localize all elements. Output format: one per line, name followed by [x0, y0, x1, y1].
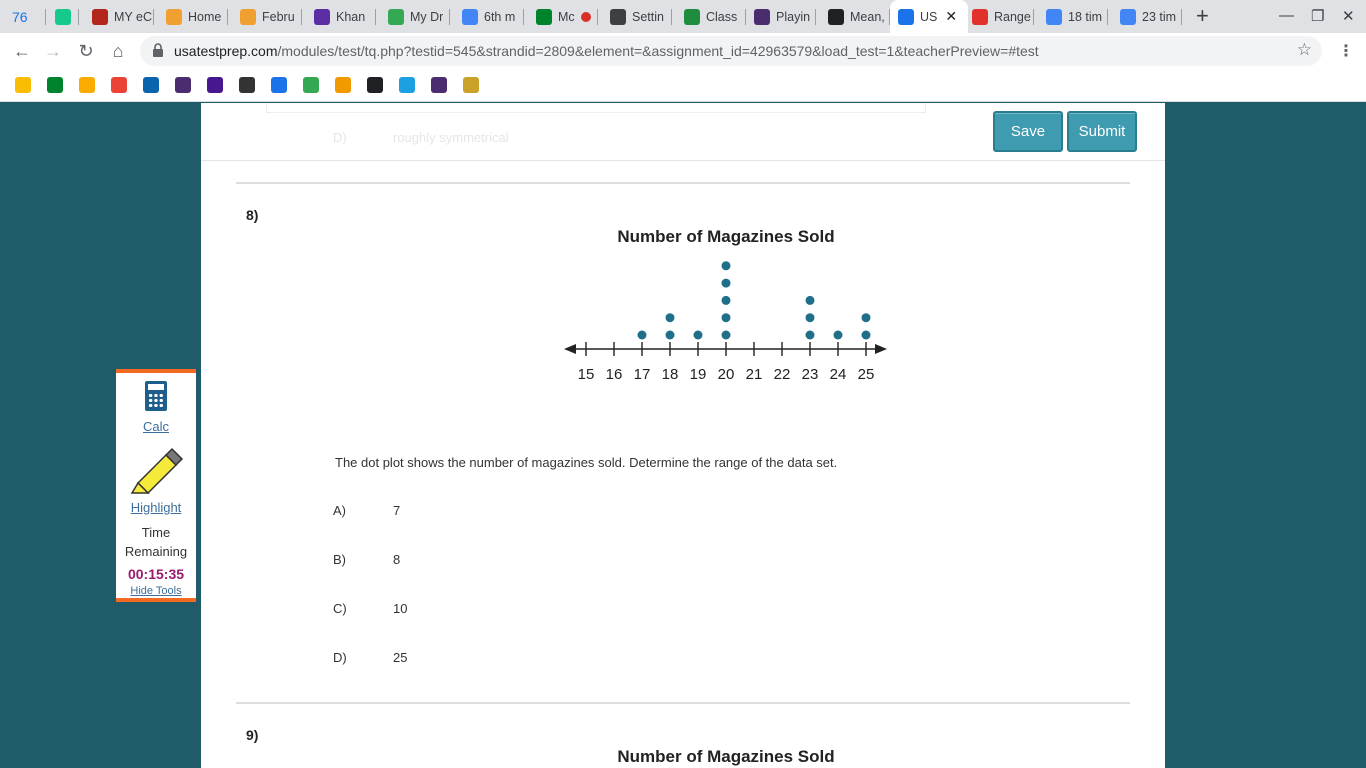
- question-divider: [236, 182, 1130, 184]
- quizizz-icon[interactable]: [431, 77, 447, 93]
- browser-tab[interactable]: [890, 0, 968, 33]
- tab-separator: [1033, 9, 1034, 25]
- left-arrow-icon: [564, 344, 576, 354]
- save-button[interactable]: Save: [993, 111, 1063, 152]
- question-text: The dot plot shows the number of magazines sold. Determine the range of the data set.: [335, 455, 838, 470]
- bell-red-icon: [92, 9, 108, 25]
- tab-title: Class: [706, 10, 738, 24]
- tab-separator: [523, 9, 524, 25]
- chart-title: Number of Magazines Sold: [617, 227, 835, 246]
- tab-title: Khan: [336, 10, 366, 24]
- reload-icon[interactable]: ↻: [78, 40, 94, 61]
- url-path: /modules/test/tq.php?testid=545&strandid=2809&element=&assignment_id=42963579&load_test=1&teacherPreview=#test: [277, 43, 1039, 59]
- classroom-icon[interactable]: [79, 77, 95, 93]
- choice-text: roughly symmetrical: [393, 130, 509, 145]
- tab-title: 6th m: [484, 10, 516, 24]
- highlight-link[interactable]: Highlight: [130, 500, 182, 515]
- browser-tab[interactable]: [1046, 5, 1108, 29]
- choice-value: 10: [393, 601, 408, 616]
- tab-title: US: [920, 9, 938, 24]
- data-dot: [722, 331, 731, 340]
- tab-title: 23 tim: [1142, 10, 1177, 24]
- browser-tab[interactable]: [972, 5, 1034, 29]
- choice-value: 8: [393, 552, 401, 567]
- meet-icon[interactable]: [47, 77, 63, 93]
- data-dot: [806, 313, 815, 322]
- tab-separator: [45, 9, 46, 25]
- test-page: [201, 103, 1165, 768]
- list-purple-icon: [314, 9, 330, 25]
- calc-link[interactable]: Calc: [142, 419, 169, 434]
- tab-title: Settin: [632, 10, 664, 24]
- answer-choice-a[interactable]: [333, 503, 400, 518]
- browser-tab-strip: [0, 0, 1366, 33]
- choice-value: 7: [393, 503, 401, 518]
- tab-title: Febru: [262, 10, 295, 24]
- previous-answer-choice: [333, 130, 509, 145]
- question-number: 8): [246, 207, 259, 223]
- tab-separator: [301, 9, 302, 25]
- choice-letter: A): [333, 503, 346, 518]
- tab-title: MY eC: [114, 10, 152, 24]
- browser-tab[interactable]: [92, 5, 154, 29]
- tab-separator: [375, 9, 376, 25]
- data-dot: [666, 313, 675, 322]
- calculator-icon[interactable]: [145, 381, 167, 411]
- browser-tab[interactable]: [828, 5, 890, 29]
- tab-separator: [815, 9, 816, 25]
- bookmark-star-icon[interactable]: ☆: [1296, 40, 1312, 59]
- gear-icon: [610, 9, 626, 25]
- browser-tab[interactable]: [1120, 5, 1182, 29]
- google-g-icon: [1046, 9, 1062, 25]
- tab-separator: [745, 9, 746, 25]
- time-label-line-1: Time: [141, 525, 171, 540]
- question-divider: [236, 702, 1130, 704]
- dot-plot: [556, 251, 896, 386]
- tab-title: Mean,: [850, 10, 885, 24]
- data-dot: [722, 261, 731, 270]
- time-label-line-2: Remaining: [124, 544, 188, 559]
- home-icon[interactable]: ⌂: [112, 40, 124, 61]
- tab-separator: [227, 9, 228, 25]
- tick-label: 18: [661, 366, 679, 383]
- answer-choice-d[interactable]: [333, 650, 407, 665]
- browser-tab[interactable]: [610, 5, 672, 29]
- bookmarks-bar: [0, 69, 1366, 102]
- browser-toolbar: [0, 33, 1366, 69]
- browser-tab[interactable]: [314, 5, 376, 29]
- tick-label: 19: [689, 366, 707, 383]
- tick-label: 25: [857, 366, 875, 383]
- tab-title: 18 tim: [1068, 10, 1103, 24]
- close-window-icon[interactable]: ✕: [1342, 8, 1355, 25]
- tab-separator: [78, 9, 79, 25]
- tools-panel: [116, 369, 196, 602]
- header-divider: [201, 160, 1165, 161]
- data-dot: [862, 331, 871, 340]
- data-dot: [722, 296, 731, 305]
- drive-icon[interactable]: [15, 77, 31, 93]
- tab-title: Home: [188, 10, 222, 24]
- chart-title: Number of Magazines Sold: [617, 747, 835, 766]
- quizizz-icon[interactable]: [175, 77, 191, 93]
- gmail-icon[interactable]: [111, 77, 127, 93]
- right-arrow-icon: [875, 344, 887, 354]
- choice-letter: D): [333, 130, 347, 145]
- time-remaining-value: 00:15:35: [127, 566, 185, 582]
- globe-icon[interactable]: [367, 77, 383, 93]
- choice-value: 25: [393, 650, 408, 665]
- tab-title: Mc: [558, 10, 575, 24]
- p-green-icon: [55, 9, 71, 25]
- book-icon[interactable]: [239, 77, 255, 93]
- tick-label: 16: [605, 366, 623, 383]
- tab-separator: [671, 9, 672, 25]
- tab-separator: [1181, 9, 1182, 25]
- recording-dot-icon: [581, 12, 591, 22]
- green-circle-icon[interactable]: [303, 77, 319, 93]
- address-bar[interactable]: [140, 36, 1322, 66]
- question-number: 9): [246, 727, 259, 743]
- tick-label: 24: [829, 366, 847, 383]
- url-host: usatestprep.com: [174, 43, 278, 59]
- time-remaining-label: [116, 523, 196, 561]
- new-tab-button[interactable]: +: [1196, 3, 1209, 28]
- choice-letter: B): [333, 552, 346, 567]
- tick-label: 15: [577, 366, 595, 383]
- cursor-icon: [898, 9, 914, 25]
- choice-letter: D): [333, 650, 347, 665]
- browser-tab[interactable]: [536, 5, 598, 29]
- data-dot: [806, 296, 815, 305]
- restore-icon[interactable]: ❐: [1311, 8, 1325, 25]
- b-orange-icon: [166, 9, 182, 25]
- quizizz-icon: [754, 9, 770, 25]
- badge-icon[interactable]: [335, 77, 351, 93]
- browser-tab[interactable]: [754, 5, 816, 29]
- previous-question-box: [266, 103, 926, 113]
- data-dot: [722, 313, 731, 322]
- drive-icon: [388, 9, 404, 25]
- answer-choice-c[interactable]: [333, 601, 407, 616]
- b-orange-icon: [240, 9, 256, 25]
- tab-title: Range: [994, 10, 1031, 24]
- kahoot-icon[interactable]: [207, 77, 223, 93]
- browser-tab[interactable]: [55, 5, 79, 29]
- tick-label: 21: [745, 366, 763, 383]
- data-dot: [638, 331, 647, 340]
- data-dot: [806, 331, 815, 340]
- browser-tab[interactable]: [684, 5, 746, 29]
- browser-tab[interactable]: [388, 5, 450, 29]
- tab-title: My Dr: [410, 10, 444, 24]
- tab-title: 76: [12, 9, 28, 25]
- back-arrow-icon[interactable]: ←: [13, 40, 31, 61]
- google-g-icon: [1120, 9, 1136, 25]
- meet-icon: [536, 9, 552, 25]
- url-text: [174, 43, 1039, 59]
- layout-icon[interactable]: [271, 77, 287, 93]
- data-dot: [834, 331, 843, 340]
- tick-label: 20: [717, 366, 735, 383]
- browser-tab[interactable]: [240, 5, 302, 29]
- baf-icon[interactable]: [463, 77, 479, 93]
- compass-icon[interactable]: [399, 77, 415, 93]
- browser-tab[interactable]: [462, 5, 524, 29]
- data-dot: [666, 331, 675, 340]
- data-dot: [694, 331, 703, 340]
- tick-label: 22: [773, 366, 791, 383]
- choice-letter: C): [333, 601, 347, 616]
- sigma-icon: [828, 9, 844, 25]
- browser-tab[interactable]: [12, 5, 46, 29]
- tab-title: Playin: [776, 10, 811, 24]
- hide-tools-link[interactable]: Hide Tools: [130, 585, 182, 597]
- outlook-icon[interactable]: [143, 77, 159, 93]
- lock-icon: [152, 43, 164, 58]
- data-dot: [862, 313, 871, 322]
- tick-label: 23: [801, 366, 819, 383]
- tab-separator: [597, 9, 598, 25]
- tick-label: 17: [633, 366, 651, 383]
- close-tab-icon[interactable]: ✕: [945, 8, 958, 24]
- data-dot: [722, 279, 731, 288]
- tab-separator: [1107, 9, 1108, 25]
- rainbow-icon: [972, 9, 988, 25]
- answer-choice-b[interactable]: [333, 552, 400, 567]
- browser-tab[interactable]: [166, 5, 228, 29]
- forward-arrow-icon[interactable]: →: [44, 40, 62, 61]
- browser-menu-icon[interactable]: ⋮: [1338, 43, 1354, 60]
- tab-separator: [449, 9, 450, 25]
- minimize-icon[interactable]: —: [1279, 7, 1294, 24]
- highlighter-icon[interactable]: [128, 443, 184, 495]
- docs-blue-icon: [462, 9, 478, 25]
- classroom-icon: [684, 9, 700, 25]
- submit-button[interactable]: Submit: [1067, 111, 1137, 152]
- tab-separator: [153, 9, 154, 25]
